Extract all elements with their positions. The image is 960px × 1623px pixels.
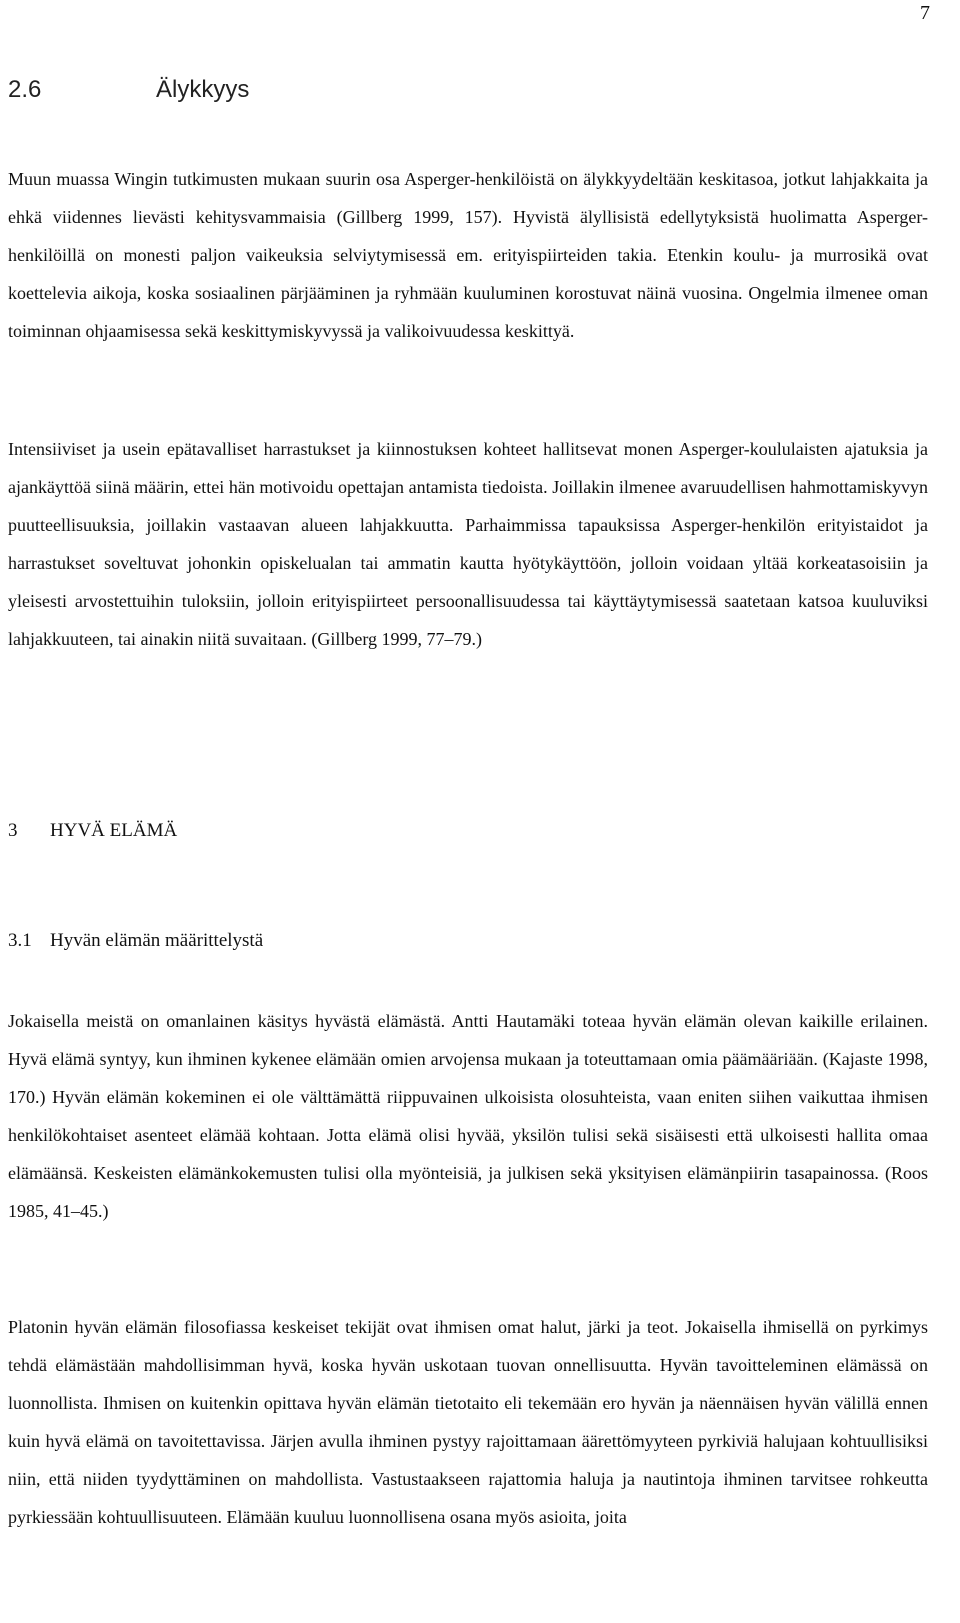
section-heading-2-6 — [8, 76, 249, 104]
paragraph-good-life-1: Jokaisella meistä on omanlainen käsitys hyvästä elämästä. Antti Hautamäki toteaa hyvän elämän olevan kaikille erilainen. Hyvä elämä syntyy, kun ihminen kykenee elämään omien arvojensa mukaan ja toteuttamaan omia päämääriään. (Kajaste 1998, 170.) Hyvän elämän kokeminen ei ole välttämättä riippuvainen ulkoisista olosuhteista, vaan eniten siihen vaikuttaa ihmisen henkilökohtaiset asenteet elämää kohtaan. Jotta elämä olisi hyvää, yksilön tulisi sekä sisäisesti että ulkoisesti hallita omaa elämäänsä. Keskeisten elämänkokemusten tulisi olla myönteisiä, ja julkisen sekä yksityisen elämänpiirin tasapainossa. (Roos 1985, 41–45.) — [8, 1011, 928, 1221]
section-number: 3.1 — [8, 930, 32, 951]
section-heading-3-1 — [8, 930, 263, 952]
section-title: Älykkyys — [156, 76, 250, 103]
section-title: Hyvän elämän määrittelystä — [50, 930, 264, 951]
page-number: 7 — [920, 2, 930, 24]
chapter-title: HYVÄ ELÄMÄ — [50, 820, 178, 841]
paragraph-good-life-2: Platonin hyvän elämän filosofiassa keskeiset tekijät ovat ihmisen omat halut, järki ja teot. Jokaisella ihmisellä on pyrkimys tehdä elämästään mahdollisimman hyvä, koska hyvän uskotaan tuovan onnellisuutta. Hyvän tavoitteleminen elämässä on luonnollista. Ihmisen on kuitenkin opittava hyvän elämän tietotaito eli tekemään ero hyvän ja näennäisen hyvän välillä ennen kuin hyvä elämä on tavoitettavissa. Järjen avulla ihminen pystyy rajoittamaan äärettömyyteen pyrkiviä halujaan kohtuullisiksi niin, että niiden tyydyttäminen on mahdollista. Vastustaakseen rajattomia haluja ja nautintoja ihminen tarvitsee rohkeutta pyrkiessään kohtuullisuuteen. Elämään kuuluu luonnollisena osana myös asioita, joita — [8, 1317, 928, 1527]
paragraph-intelligence-2: Intensiiviset ja usein epätavalliset harrastukset ja kiinnostuksen kohteet hallitsevat monen Asperger-koululaisten ajatuksia ja ajankäyttöä siinä määrin, ettei hän motivoidu opettajan antamista tiedoista. Joillakin ilmenee avaruudellisen hahmottamiskyvyn puutteellisuuksia, joillakin vastaavan alueen lahjakkuutta. Parhaimmissa tapauksissa Asperger-henkilön erityistaidot ja harrastukset soveltuvat johonkin opiskelualan tai ammatin kautta hyötykäyttöön, jolloin voidaan yltää korkeatasoisiin ja yleisesti arvostettuihin tuloksiin, jolloin erityispiirteet persoonallisuudessa tai käyttäytymisessä saatetaan katsoa kuuluviksi lahjakkuuteen, tai ainakin niitä suvaitaan. (Gillberg 1999, 77–79.) — [8, 439, 928, 649]
chapter-heading-3 — [8, 820, 177, 842]
section-number: 2.6 — [8, 76, 42, 103]
paragraph-intelligence-1: Muun muassa Wingin tutkimusten mukaan suurin osa Asperger-henkilöistä on älykkyydeltään keskitasoa, jotkut lahjakkaita ja ehkä viidennes lievästi kehitysvammaisia (Gillberg 1999, 157). Hyvistä älyllisistä edellytyksistä huolimatta Asperger-henkilöillä on monesti paljon vaikeuksia selviytymisessä em. erityispiirteiden takia. Etenkin koulu- ja murrosikä ovat koettelevia aikoja, koska sosiaalinen pärjääminen ja ryhmään kuuluminen korostuvat näinä vuosina. Ongelmia ilmenee oman toiminnan ohjaamisessa sekä keskittymiskyvyssä ja valikoivuudessa keskittyä. — [8, 169, 928, 341]
chapter-number: 3 — [8, 820, 18, 841]
